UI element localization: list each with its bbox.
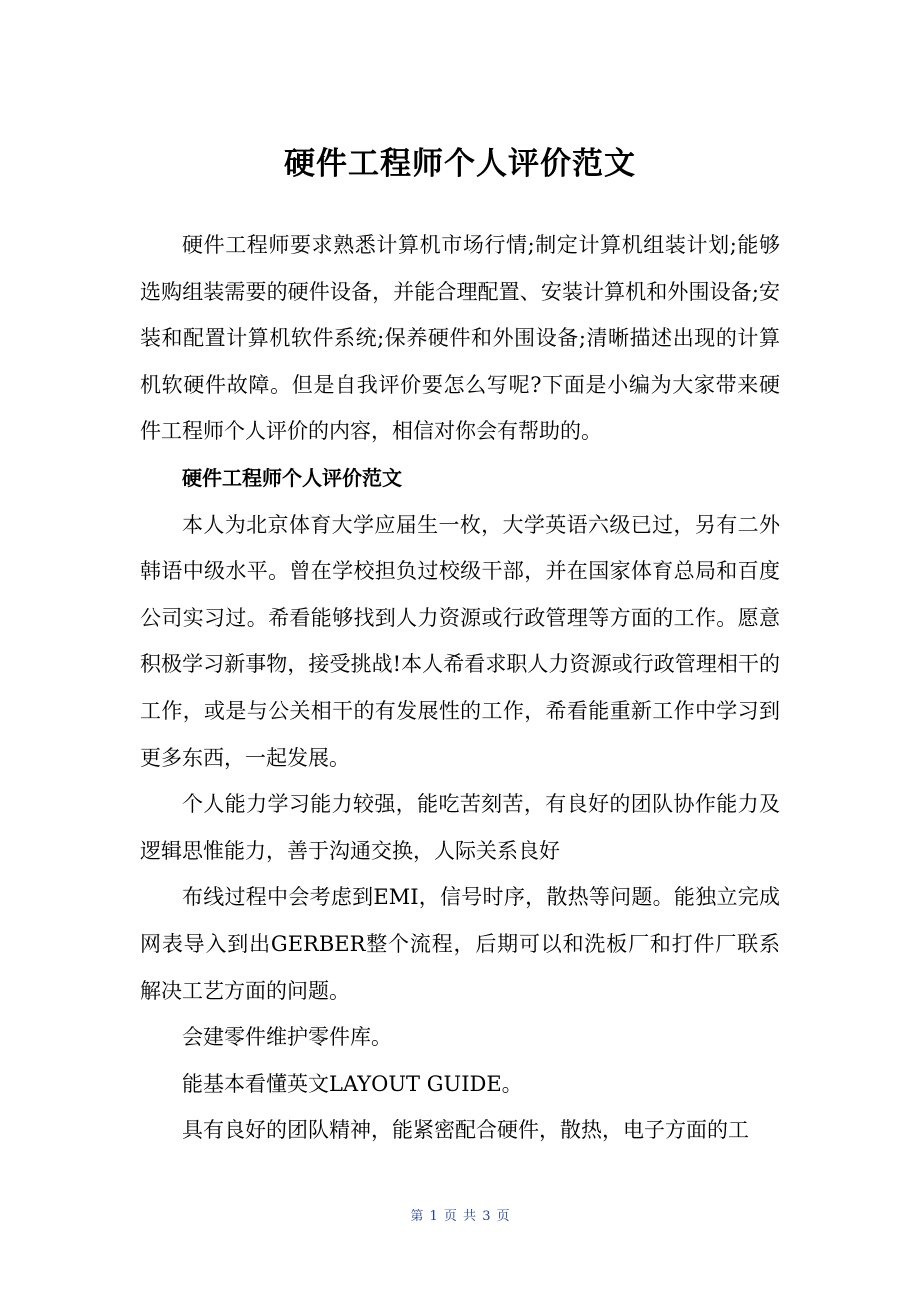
body-paragraph: 布线过程中会考虑到EMI，信号时序，散热等问题。能独立完成网表导入到出GERBER整个流程，后期可以和洗板厂和打件厂联系解决工艺方面的问题。 bbox=[140, 885, 780, 1003]
document-title: 硬件工程师个人评价范文 bbox=[284, 146, 636, 182]
body-paragraph: 会建零件维护零件库。 bbox=[182, 1025, 392, 1050]
page-number-footer: 第 1 页 共 3 页 bbox=[410, 1209, 510, 1224]
body-paragraph: 能基本看懂英文LAYOUT GUIDE。 bbox=[182, 1071, 523, 1096]
section-heading: 硬件工程师个人评价范文 bbox=[182, 465, 402, 490]
body-paragraph: 本人为北京体育大学应届生一枚，大学英语六级已过，另有二外韩语中级水平。曾在学校担负过校级干部，并在国家体育总局和百度公司实习过。希看能够找到人力资源或行政管理等方面的工作。愿意积极学习新事物，接受挑战!本人希看求职人力资源或行政管理相干的工作，或是与公关相干的有发展性的工作，希看能重新工作中学习到更多东西，一起发展。 bbox=[140, 512, 780, 770]
body-paragraph: 具有良好的团队精神，能紧密配合硬件，散热，电子方面的工 bbox=[182, 1118, 749, 1143]
intro-paragraph: 硬件工程师要求熟悉计算机市场行情;制定计算机组装计划;能够选购组装需要的硬件设备，并能合理配置、安装计算机和外围设备;安装和配置计算机软件系统;保养硬件和外围设备;清晰描述出现的计算机软硬件故障。但是自我评价要怎么写呢?下面是小编为大家带来硬件工程师个人评价的内容，相信对你会有帮助的。 bbox=[140, 233, 780, 444]
body-paragraph: 个人能力学习能力较强，能吃苦刻苦，有良好的团队协作能力及逻辑思惟能力，善于沟通交换，人际关系良好 bbox=[140, 792, 780, 863]
document-body bbox=[140, 222, 780, 1154]
